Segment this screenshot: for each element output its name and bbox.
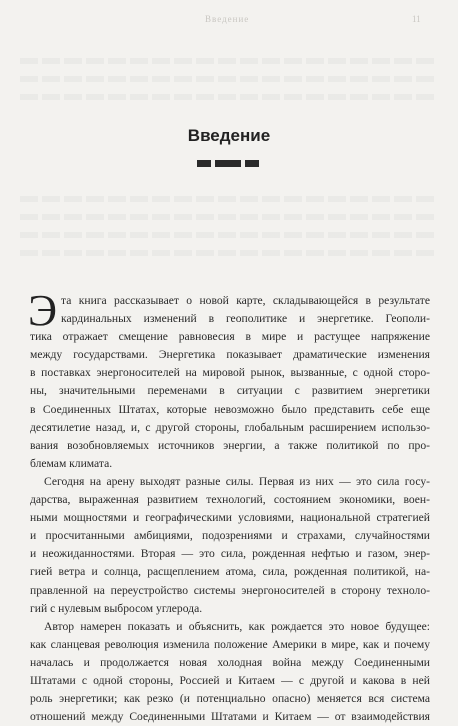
drop-cap: Э (28, 286, 58, 335)
text-line: десятилетие назад, и, с другой стороны, глобальным расширением использо- (30, 420, 430, 434)
text-line: ны, значительными переменами в ситуации с развитием энергетики (30, 384, 430, 398)
page-number: 11 (412, 14, 421, 24)
title-ornament (197, 160, 261, 167)
show-through-texture (20, 94, 438, 100)
show-through-texture (20, 76, 438, 82)
ornament-segment (215, 160, 241, 167)
text-line: вания возобновляемых источников энергии, а также политикой по про- (30, 438, 430, 452)
text-line: кардинальных изменений в геополитике и энергетике. Геополи- (61, 312, 430, 326)
text-line: тика отражает смещение равновесия в мире и растущее напряжение (30, 330, 430, 344)
text-line: роль энергетики; как резко (и потенциально опасно) меняется вся система (30, 692, 430, 706)
show-through-texture (20, 232, 438, 238)
text-line: правленной на переустройство системы энергоносителей в сторону техноло- (30, 583, 430, 597)
text-line: и неожиданностями. Вторая — это сила, рожденная нефтью и газом, энер- (30, 547, 430, 561)
text-line: как сланцевая революция изменила положение Америки в мире, как и почему (30, 637, 430, 651)
text-line: отношений между Соединенными Штатами и Китаем — от взаимодействия (30, 710, 430, 724)
show-through-texture (20, 250, 438, 256)
paragraph-1 (28, 286, 430, 473)
text-line: гией ветра и солнца, расщеплением атома, сила, рожденная политикой, на- (30, 565, 430, 579)
ornament-segment (245, 160, 259, 167)
chapter-title: Введение (187, 126, 271, 145)
text-line: ными мощностями и географическими условиями, национальной стратегией (30, 511, 430, 525)
text-line: блемам климата. (30, 456, 113, 470)
running-header (0, 14, 458, 30)
text-line: в поставках энергоносителей на мировой рынок, вызванные, с одной сторо- (30, 366, 430, 380)
show-through-texture (20, 196, 438, 202)
text-line: между государствами. Энергетика показывает драматические изменения (30, 348, 430, 362)
paragraph-2 (30, 473, 430, 618)
text-line: Сегодня на арену выходят разные силы. Первая из них — это сила госу- (44, 474, 430, 488)
ornament-segment (197, 160, 211, 167)
text-line: началась и продолжается новая холодная война между Соединенными (30, 655, 430, 669)
show-through-texture (20, 58, 438, 64)
text-line: в Соединенных Штатах, которые невозможно было представить себе еще (30, 402, 430, 416)
text-line: Автор намерен показать и объяснить, как рождается это новое будущее: (44, 619, 430, 633)
text-line: та книга рассказывает о новой карте, складывающейся в результате (61, 294, 430, 307)
text-line: Штатами с одной стороны, Россией и Китаем — с другой и какова в ней (30, 673, 430, 687)
paragraph-3 (30, 618, 430, 726)
running-head: Введение (205, 14, 250, 24)
body-text (28, 286, 430, 726)
text-line: и просчитанными амбициями, подозрениями и страхами, случайностями (30, 529, 430, 543)
show-through-texture (20, 214, 438, 220)
text-line: гий с нулевым выбросом углерода. (30, 601, 203, 615)
text-line: дарства, выраженная развитием технологий, состоянием экономики, воен- (30, 493, 430, 507)
